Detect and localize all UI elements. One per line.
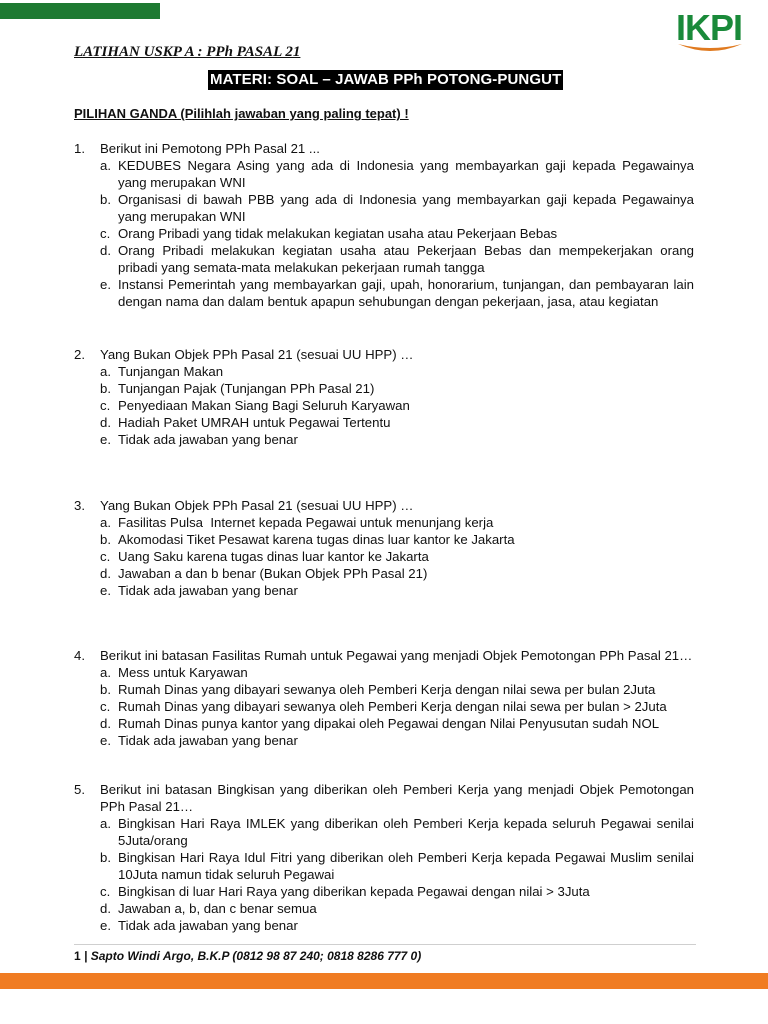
option-letter: e. <box>100 733 111 748</box>
question-number: 2. <box>74 347 85 362</box>
option-text: Fasilitas Pulsa Internet kepada Pegawai untuk menunjang kerja <box>118 515 494 530</box>
question-text: Berikut ini batasan Bingkisan yang diberikan oleh Pemberi Kerja yang menjadi Objek Pemotongan PPh Pasal 21… <box>100 782 694 814</box>
footer-orange-bar <box>0 973 768 989</box>
option-item <box>100 514 694 531</box>
option-text: Rumah Dinas yang dibayari sewanya oleh Pemberi Kerja dengan nilai sewa per bulan 2Juta <box>118 682 656 697</box>
option-letter: b. <box>100 532 111 547</box>
option-item <box>100 414 694 431</box>
option-item <box>100 883 694 900</box>
option-text: Orang Pribadi yang tidak melakukan kegiatan usaha atau Pekerjaan Bebas <box>118 226 558 241</box>
option-item <box>100 582 694 599</box>
option-list <box>74 157 694 310</box>
option-text: Bingkisan di luar Hari Raya yang diberikan kepada Pegawai dengan nilai > 3Juta <box>118 884 590 899</box>
option-text: Penyediaan Makan Siang Bagi Seluruh Karyawan <box>118 398 410 413</box>
option-item <box>100 732 694 749</box>
ikpi-logo <box>676 8 744 60</box>
option-letter: d. <box>100 415 111 430</box>
option-letter: b. <box>100 850 111 865</box>
option-letter: e. <box>100 583 111 598</box>
option-letter: a. <box>100 515 111 530</box>
question-number: 5. <box>74 782 85 797</box>
option-letter: c. <box>100 226 111 241</box>
option-letter: e. <box>100 277 111 292</box>
option-item <box>100 276 694 310</box>
option-letter: c. <box>100 699 111 714</box>
option-text: Orang Pribadi melakukan kegiatan usaha atau Pekerjaan Bebas dan mempekerjakan orang pribadi yang semata-mata melakukan pekerjaan rumah tangga <box>118 243 694 275</box>
option-letter: c. <box>100 549 111 564</box>
option-text: KEDUBES Negara Asing yang ada di Indonesia yang membayarkan gaji kepada Pegawainya yang merupakan WNI <box>118 158 694 190</box>
option-letter: a. <box>100 158 111 173</box>
option-letter: a. <box>100 665 111 680</box>
option-text: Jawaban a dan b benar (Bukan Objek PPh Pasal 21) <box>118 566 428 581</box>
document-title: LATIHAN USKP A : PPh PASAL 21 <box>74 44 301 60</box>
option-letter: c. <box>100 398 111 413</box>
option-letter: e. <box>100 918 111 933</box>
question-2 <box>74 346 694 448</box>
footer-separator: | <box>84 949 88 963</box>
option-letter: b. <box>100 381 111 396</box>
logo-swoosh-icon <box>676 42 744 56</box>
option-item <box>100 397 694 414</box>
question-text: Yang Bukan Objek PPh Pasal 21 (sesuai UU HPP) … <box>100 347 414 362</box>
option-text: Hadiah Paket UMRAH untuk Pegawai Tertentu <box>118 415 391 430</box>
question-1 <box>74 140 694 310</box>
option-item <box>100 664 694 681</box>
instruction-text: PILIHAN GANDA (Pilihlah jawaban yang paling tepat) ! <box>74 106 409 121</box>
option-item <box>100 157 694 191</box>
question-text: Berikut ini Pemotong PPh Pasal 21 ... <box>100 141 320 156</box>
option-text: Tunjangan Pajak (Tunjangan PPh Pasal 21) <box>118 381 375 396</box>
logo-text: IKPI <box>676 7 743 48</box>
page-footer <box>74 949 421 963</box>
option-item <box>100 191 694 225</box>
materi-heading: MATERI: SOAL – JAWAB PPh POTONG-PUNGUT <box>210 71 562 88</box>
option-letter: b. <box>100 682 111 697</box>
option-item <box>100 225 694 242</box>
option-item <box>100 363 694 380</box>
option-text: Bingkisan Hari Raya IMLEK yang diberikan oleh Pemberi Kerja kepada seluruh Pegawai senilai 5Juta/orang <box>118 816 694 848</box>
option-item <box>100 815 694 849</box>
option-letter: b. <box>100 192 111 207</box>
option-text: Rumah Dinas yang dibayari sewanya oleh Pemberi Kerja dengan nilai sewa per bulan > 2Juta <box>118 699 667 714</box>
option-item <box>100 917 694 934</box>
option-letter: c. <box>100 884 111 899</box>
option-list <box>74 363 694 448</box>
question-number: 3. <box>74 498 85 513</box>
option-text: Tidak ada jawaban yang benar <box>118 432 298 447</box>
option-item <box>100 548 694 565</box>
option-text: Rumah Dinas punya kantor yang dipakai oleh Pegawai dengan Nilai Penyusutan sudah NOL <box>118 716 660 731</box>
question-4 <box>74 647 694 749</box>
option-item <box>100 681 694 698</box>
question-number: 1. <box>74 141 85 156</box>
option-text: Bingkisan Hari Raya Idul Fitri yang diberikan oleh Pemberi Kerja kepada Pegawai Muslim senilai 10Juta namun tidak seluruh Pegawai <box>118 850 694 882</box>
option-text: Akomodasi Tiket Pesawat karena tugas dinas luar kantor ke Jakarta <box>118 532 515 547</box>
option-text: Tidak ada jawaban yang benar <box>118 918 298 933</box>
option-list <box>74 815 694 934</box>
option-item <box>100 242 694 276</box>
option-item <box>100 380 694 397</box>
page-number: 1 <box>74 949 81 963</box>
option-item <box>100 715 694 732</box>
header-green-bar <box>0 3 160 19</box>
option-item <box>100 900 694 917</box>
question-number: 4. <box>74 648 85 663</box>
question-3 <box>74 497 694 599</box>
question-5 <box>74 781 694 934</box>
option-text: Uang Saku karena tugas dinas luar kantor ke Jakarta <box>118 549 429 564</box>
option-item <box>100 431 694 448</box>
option-text: Tidak ada jawaban yang benar <box>118 733 298 748</box>
footer-divider <box>74 944 696 945</box>
footer-author: Sapto Windi Argo, B.K.P (0812 98 87 240; 0818 8286 777 0) <box>90 949 422 963</box>
question-text: Yang Bukan Objek PPh Pasal 21 (sesuai UU HPP) … <box>100 498 414 513</box>
option-list <box>74 514 694 599</box>
option-letter: d. <box>100 243 111 258</box>
option-item <box>100 531 694 548</box>
option-letter: a. <box>100 816 111 831</box>
option-letter: a. <box>100 364 111 379</box>
option-text: Jawaban a, b, dan c benar semua <box>118 901 317 916</box>
option-item <box>100 849 694 883</box>
option-text: Organisasi di bawah PBB yang ada di Indonesia yang membayarkan gaji kepada Pegawainya yang merupakan WNI <box>118 192 694 224</box>
option-text: Tidak ada jawaban yang benar <box>118 583 298 598</box>
option-letter: d. <box>100 901 111 916</box>
option-letter: e. <box>100 432 111 447</box>
option-text: Tunjangan Makan <box>118 364 224 379</box>
option-list <box>74 664 694 749</box>
option-text: Mess untuk Karyawan <box>118 665 248 680</box>
option-text: Instansi Pemerintah yang membayarkan gaji, upah, honorarium, tunjangan, dan pembayaran lain dengan nama dan dalam bentuk apapun sehubungan dengan pekerjaan, jasa, atau kegiatan <box>118 277 694 309</box>
option-letter: d. <box>100 566 111 581</box>
question-text: Berikut ini batasan Fasilitas Rumah untuk Pegawai yang menjadi Objek Pemotongan PPh Pasal 21… <box>100 648 693 663</box>
option-letter: d. <box>100 716 111 731</box>
option-item <box>100 565 694 582</box>
option-item <box>100 698 694 715</box>
